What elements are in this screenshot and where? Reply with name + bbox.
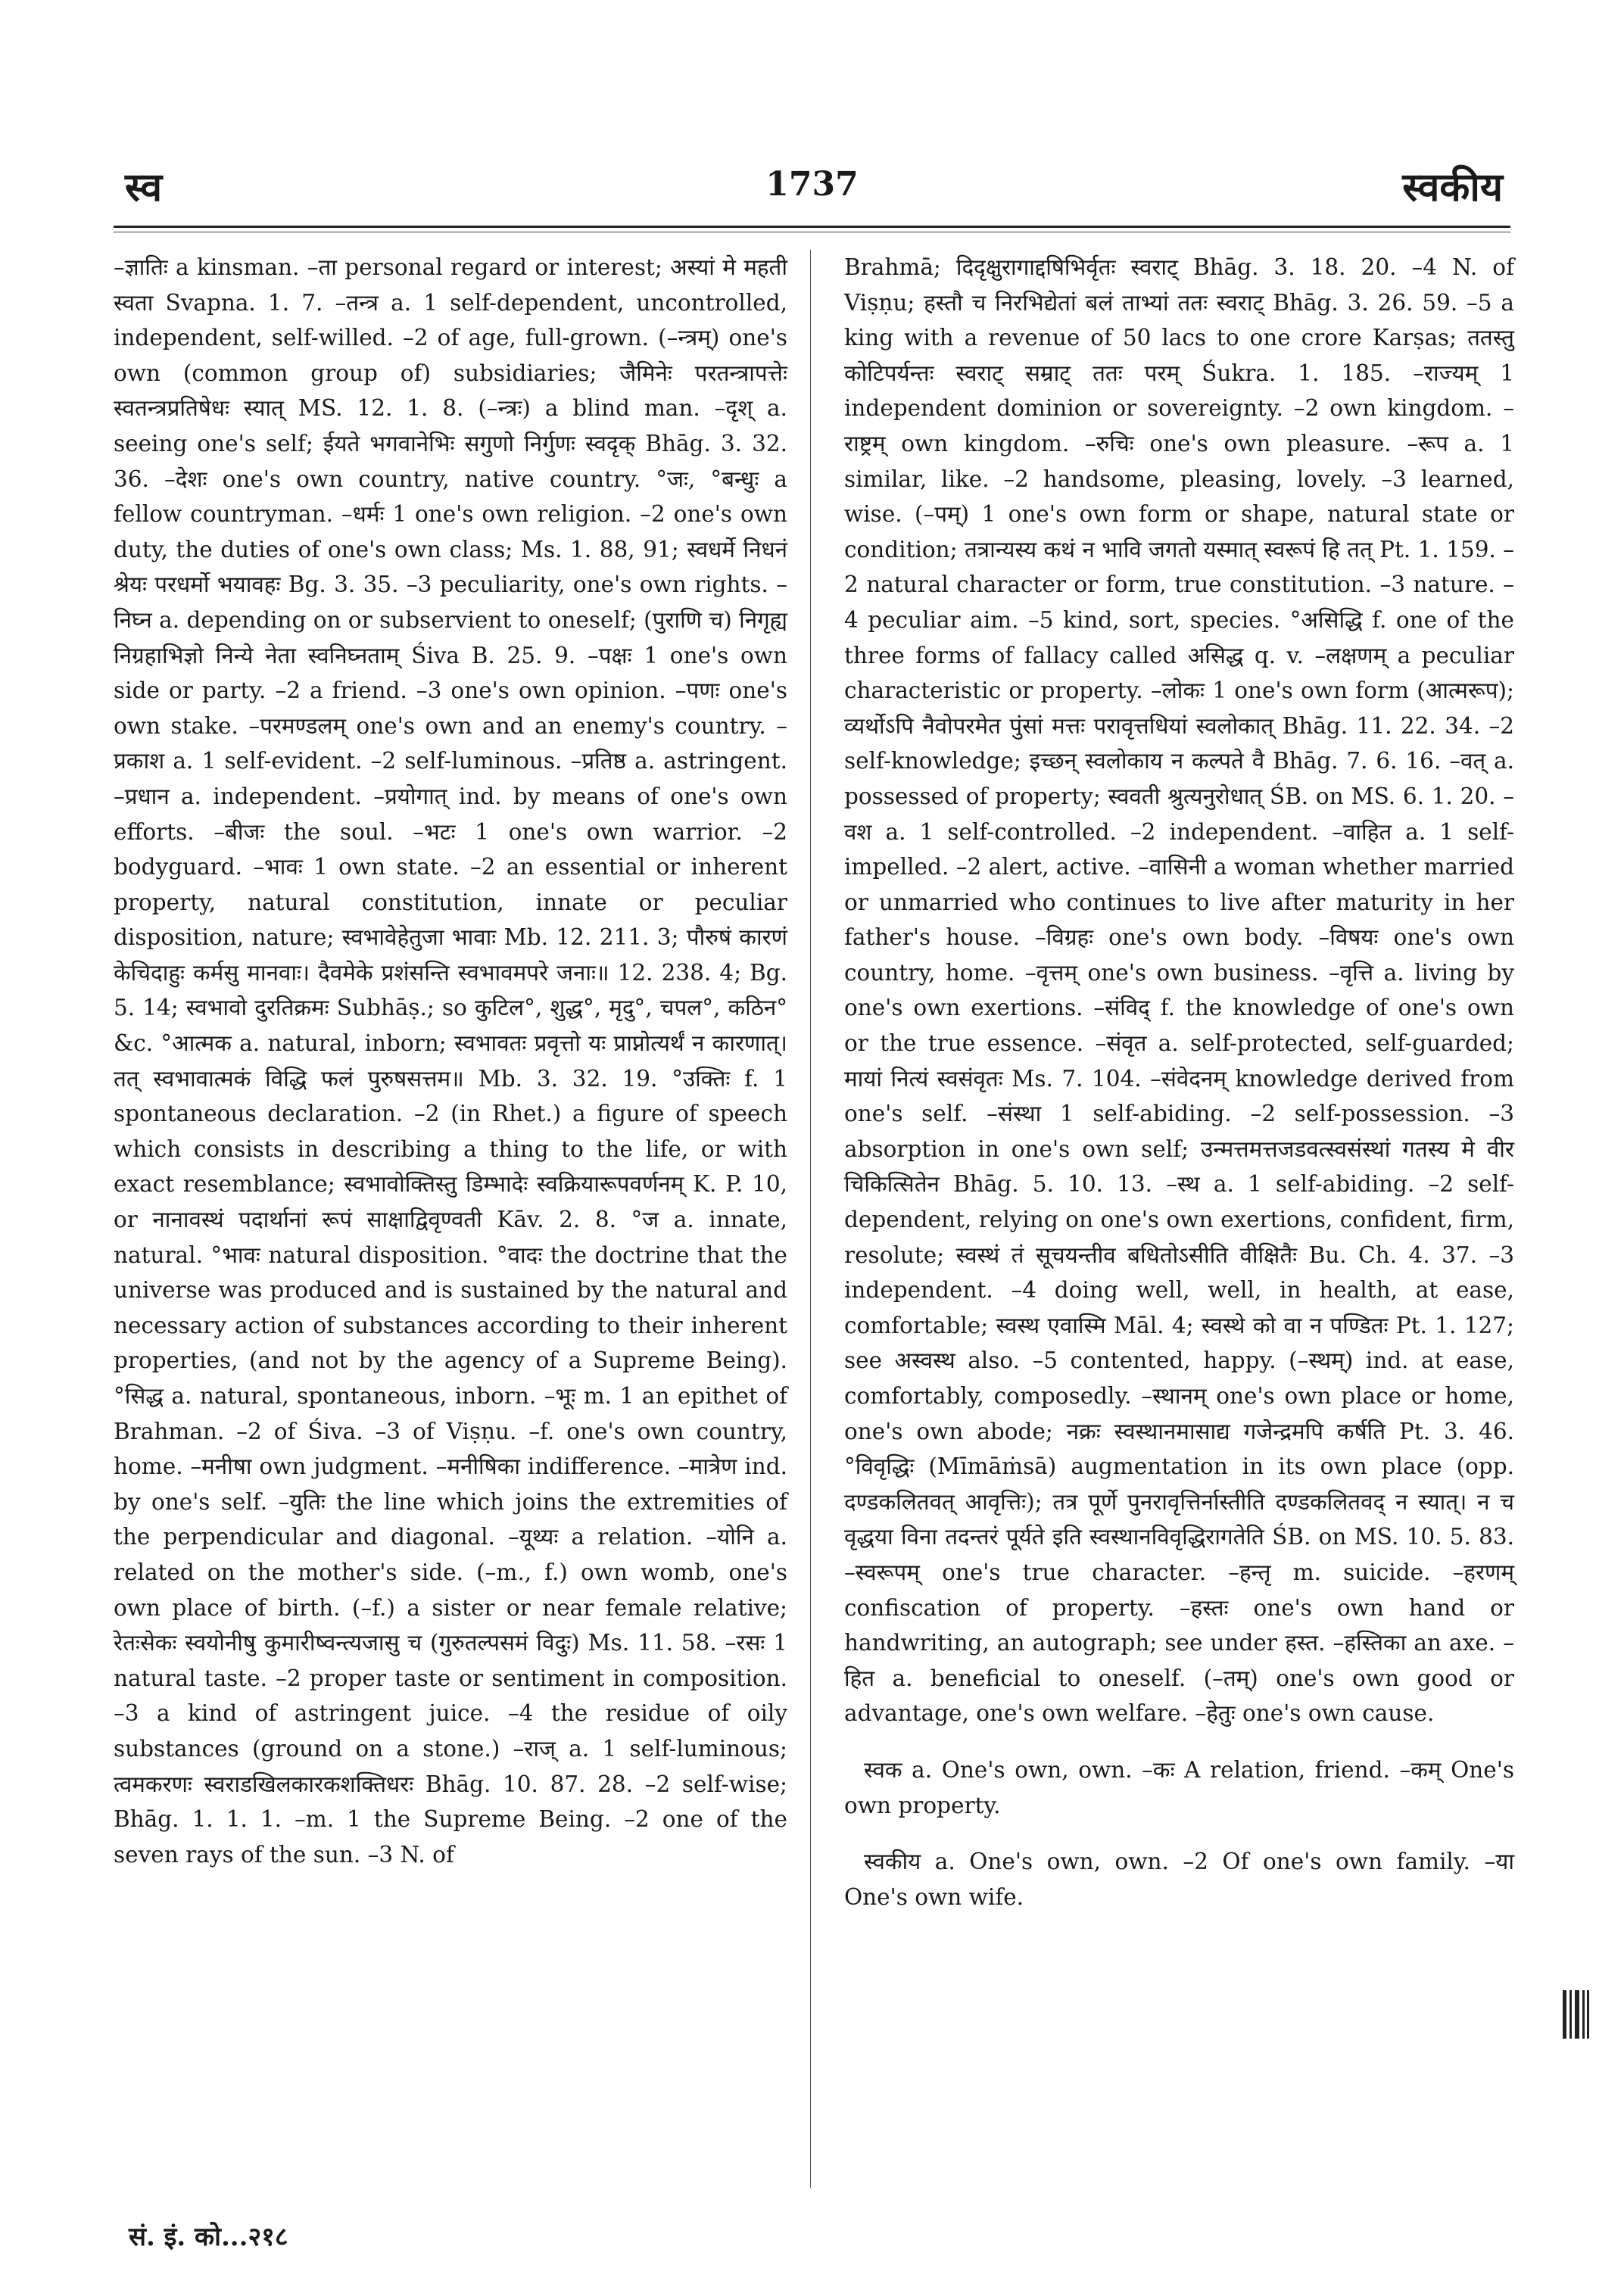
- entry-svakiya: स्वकीय a. One's own, own. –2 Of one's own family. –या One's own wife.: [844, 1849, 1514, 1910]
- left-guide-word: स्व: [125, 164, 163, 210]
- signature-mark: सं. इं. को...२१८: [129, 2222, 288, 2252]
- right-column-text: Brahmā; दिदृक्षुरागाद्दषिभिर्वृतः स्वराट् Bhāg. 3. 18. 20. –4 N. of Viṣṇu; हस्तौ च निरभिद्येतां बलं ताभ्यां ततः स्वराट् Bhāg. 3. 26. 59. –5 a king with a revenue of 50 lacs to one crore Karṣas; ततस्तु कोटिपर्यन्तः स्वराट् सम्राट् ततः परम् Śukra. 1. 185. –राज्यम् 1 independent dominion or sovereignty. –2 own kingdom. –राष्ट्रम् own kingdom. –रुचिः one's own pleasure. –रूप a. 1 similar, like. –2 handsome, pleasing, lovely. –3 learned, wise. (–पम्) 1 one's own form or shape, natural state or condition; तत्रान्यस्य कथं न भावि जगतो यस्मात् स्वरूपं हि तत् Pt. 1. 159. –2 natural character or form, true constitution. –3 nature. –4 peculiar aim. –5 kind, sort, species. °असिद्धि f. one of the three forms of fallacy called असिद्ध q. v. –लक्षणम् a peculiar characteristic or property. –लोकः 1 one's own form (आत्मरूप); व्यर्थोऽपि नैवोपरमेत पुंसां मत्तः परावृत्तधियां स्वलोकात् Bhāg. 11. 22. 34. –2 self-knowledge; इच्छन् स्वलोकाय न कल्पते वै Bhāg. 7. 6. 16. –वत् a. possessed of property; स्ववती श्रुत्यनुरोधात् ŚB. on MS. 6. 1. 20. –वश a. 1 self-controlled. –2 independent. –वाहित a. 1 self-impelled. –2 alert, active. –वासिनी a woman whether married or unmarried who continues to live after maturity in her father's house. –विग्रहः one's own body. –विषयः one's own country, home. –वृत्तम् one's own business. –वृत्ति a. living by one's own exertions. –संविद् f. the knowledge of one's own or the true essence. –संवृत a. self-protected, self-guarded; मायां नित्यं स्वसंवृतः Ms. 7. 104. –संवेदनम् knowledge derived from one's self. –संस्था 1 self-abiding. –2 self-possession. –3 absorption in one's own self; उन्मत्तमत्तजडवत्स्वसंस्थां गतस्य मे वीर चिकित्सितेन Bhāg. 5. 10. 13. –स्थ a. 1 self-abiding. –2 self-dependent, relying on one's own exertions, confident, firm, resolute; स्वस्थं तं सूचयन्तीव बधितोऽसीति वीक्षितैः Bu. Ch. 4. 37. –3 independent. –4 doing well, well, in health, at ease, comfortable; स्वस्थ एवास्मि Māl. 4; स्वस्थे को वा न पण्डितः Pt. 1. 127; see अस्वस्थ also. –5 contented, happy. (–स्थम्) ind. at ease, comfortably, composedly. –स्थानम् one's own place or home, one's own abode; नक्रः स्वस्थानमासाद्य गजेन्द्रमपि कर्षति Pt. 3. 46. °विवृद्धिः (Mīmāṁsā) augmentation in its own place (opp. दण्डकलितवत् आवृत्तिः); तत्र पूर्णे पुनरावृत्तिर्नास्तीति दण्डकलितवद् न स्यात्। न च वृद्धया विना तदन्तरं पूर्यते इति स्वस्थानविवृद्धिरागतेति ŚB. on MS. 10. 5. 83. –स्वरूपम् one's true character. –हन्तृ m. suicide. –हरणम् confiscation of property. –हस्तः one's own hand or handwriting, an autograph; see under हस्त. –हस्तिका an axe. –हित a. beneficial to oneself. (–तम्) one's own good or advantage, one's own welfare. –हेतुः one's own cause.: [844, 254, 1514, 1727]
- left-column: [114, 250, 787, 1872]
- right-guide-word: स्वकीय: [1402, 164, 1503, 210]
- right-column: [844, 250, 1514, 1914]
- entry-svaka: स्वक a. One's own, own. –कः A relation, friend. –कम् One's own property.: [844, 1756, 1514, 1818]
- page-number: 1737: [765, 165, 859, 204]
- left-column-text: –ज्ञातिः a kinsman. –ता personal regard or interest; अस्यां मे महती स्वता Svapna. 1. 7. –तन्त्र a. 1 self-dependent, uncontrolled, independent, self-willed. –2 of age, full-grown. (–न्त्रम्) one's own (common group of) subsidiaries; जैमिनेः परतन्त्रापत्तेः स्वतन्त्रप्रतिषेधः स्यात् MS. 12. 1. 8. (–न्त्रः) a blind man. –दृश् a. seeing one's self; ईयते भगवानेभिः सगुणो निर्गुणः स्वदृक् Bhāg. 3. 32. 36. –देशः one's own country, native country. °जः, °बन्धुः a fellow countryman. –धर्मः 1 one's own religion. –2 one's own duty, the duties of one's own class; Ms. 1. 88, 91; स्वधर्मे निधनं श्रेयः परधर्मो भयावहः Bg. 3. 35. –3 peculiarity, one's own rights. –निघ्न a. depending on or subservient to oneself; (पुराणि च) निगृह्य निग्रहाभिज्ञो निन्ये नेता स्वनिघ्नताम् Śiva B. 25. 9. –पक्षः 1 one's own side or party. –2 a friend. –3 one's own opinion. –पणः one's own stake. –परमण्डलम् one's own and an enemy's country. –प्रकाश a. 1 self-evident. –2 self-luminous. –प्रतिष्ठ a. astringent. –प्रधान a. independent. –प्रयोगात् ind. by means of one's own efforts. –बीजः the soul. –भटः 1 one's own warrior. –2 bodyguard. –भावः 1 own state. –2 an essential or inherent property, natural constitution, innate or peculiar disposition, nature; स्वभावेहेतुजा भावाः Mb. 12. 211. 3; पौरुषं कारणं केचिदाहुः कर्मसु मानवाः। दैवमेके प्रशंसन्ति स्वभावमपरे जनाः॥ 12. 238. 4; Bg. 5. 14; स्वभावो दुरतिक्रमः Subhāṣ.; so कुटिल°, शुद्ध°, मृदु°, चपल°, कठिन° &c. °आत्मक a. natural, inborn; स्वभावतः प्रवृत्तो यः प्राप्नोत्यर्थं न कारणात्। तत् स्वभावात्मकं विद्धि फलं पुरुषसत्तम॥ Mb. 3. 32. 19. °उक्तिः f. 1 spontaneous declaration. –2 (in Rhet.) a figure of speech which consists in describing a thing to the life, or with exact resemblance; स्वभावोक्तिस्तु डिम्भादेः स्वक्रियारूपवर्णनम् K. P. 10, or नानावस्थं पदार्थानां रूपं साक्षाद्विवृण्वती Kāv. 2. 8. °ज a. innate, natural. °भावः natural disposition. °वादः the doctrine that the universe was produced and is sustained by the natural and necessary action of substances according to their inherent properties, (and not by the agency of a Supreme Being). °सिद्ध a. natural, spontaneous, inborn. –भूः m. 1 an epithet of Brahman. –2 of Śiva. –3 of Viṣṇu. –f. one's own country, home. –मनीषा own judgment. –मनीषिका indifference. –मात्रेण ind. by one's self. –युतिः the line which joins the extremities of the perpendicular and diagonal. –यूथ्यः a relation. –योनि a. related on the mother's side. (–m., f.) own womb, one's own place of birth. (–f.) a sister or near female relative; रेतःसेकः स्वयोनीषु कुमारीष्वन्त्यजासु च (गुरुतल्पसमं विदुः) Ms. 11. 58. –रसः 1 natural taste. –2 proper taste or sentiment in composition. –3 a kind of astringent juice. –4 the residue of oily substances (ground on a stone.) –राज् a. 1 self-luminous; त्वमकरणः स्वराडखिलकारकशक्तिधरः Bhāg. 10. 87. 28. –2 self-wise; Bhāg. 1. 1. 1. –m. 1 the Supreme Being. –2 one of the seven rays of the sun. –3 N. of: [114, 254, 787, 1868]
- page-edge-mark-icon: [1561, 1987, 1590, 2042]
- column-divider: [810, 250, 811, 2188]
- header-rule: [114, 226, 1510, 228]
